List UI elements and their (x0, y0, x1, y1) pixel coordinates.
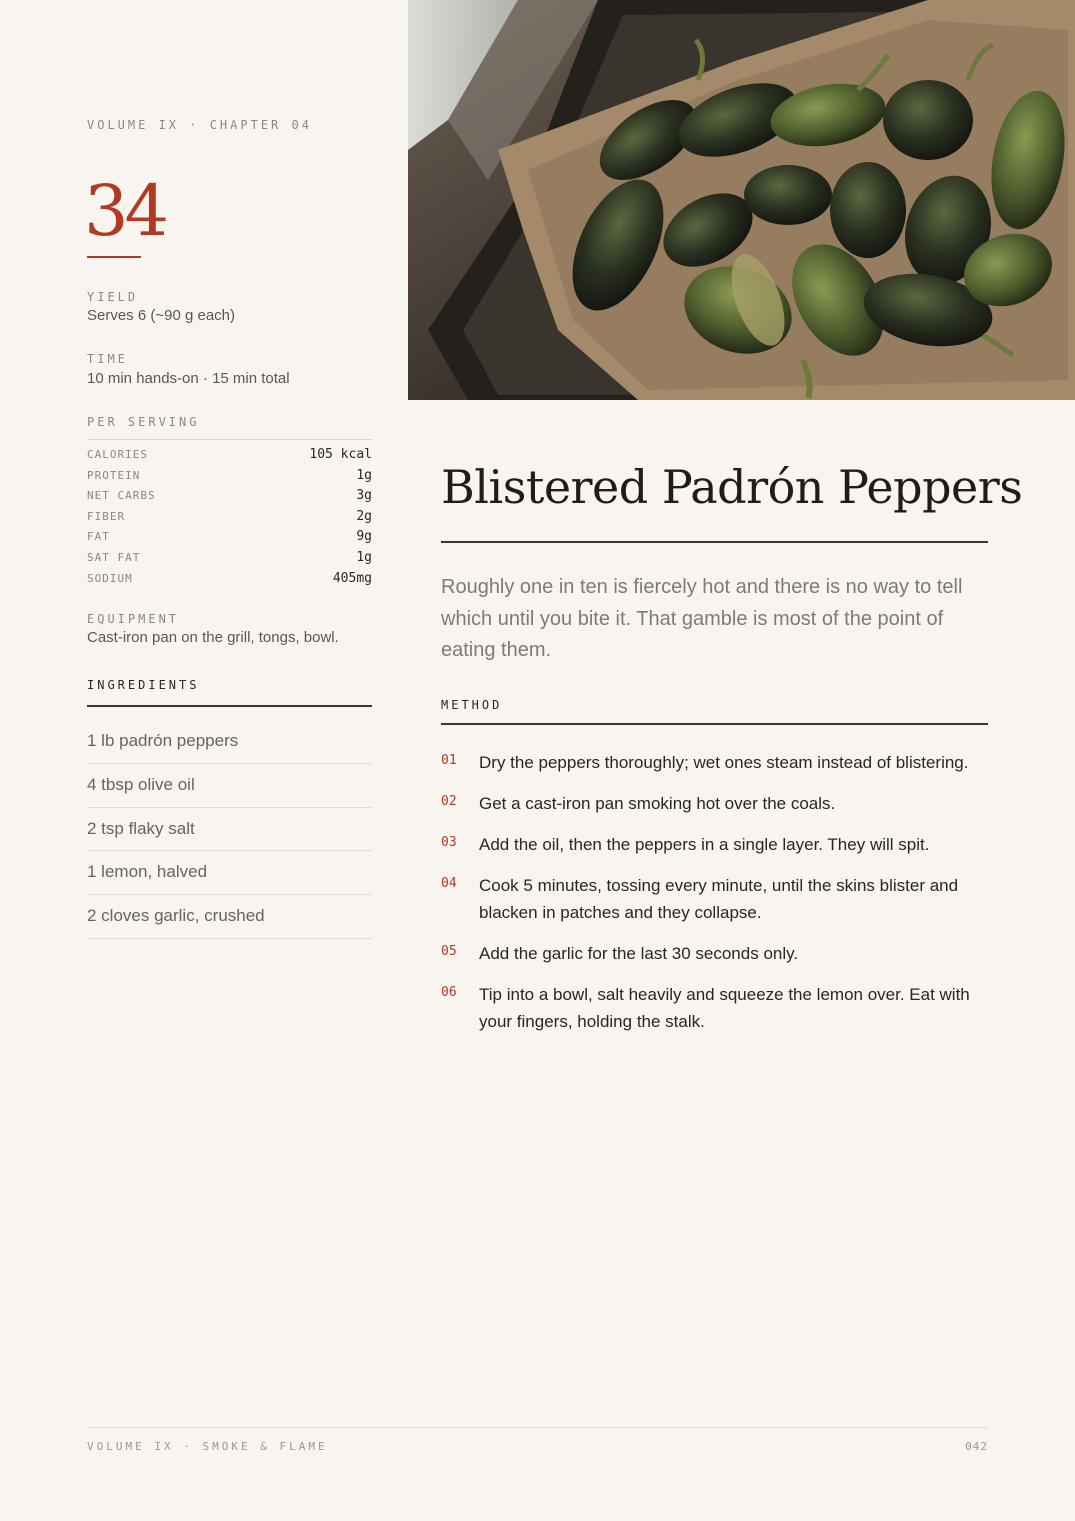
nutrition-value: 1g (356, 467, 372, 483)
per-serving-divider (87, 439, 372, 440)
nutrition-value: 9g (356, 529, 372, 545)
nutrition-row-fat (87, 529, 372, 550)
ingredients-divider (87, 705, 372, 707)
method-step (441, 790, 988, 817)
page-number: 042 (965, 1440, 988, 1453)
step-number: 03 (441, 835, 457, 850)
step-text: Dry the peppers thoroughly; wet ones steam instead of blistering. (479, 753, 969, 772)
footer-volume-title: VOLUME IX · SMOKE & FLAME (87, 1440, 328, 1453)
ingredients-heading: INGREDIENTS (87, 678, 200, 692)
ingredient-item: 1 lb padrón peppers (87, 720, 372, 764)
method-step (441, 940, 988, 967)
step-number: 05 (441, 944, 457, 959)
nutrition-label: FAT (87, 530, 110, 544)
nutrition-label: SODIUM (87, 571, 133, 585)
method-step (441, 831, 988, 858)
ingredient-item: 4 tbsp olive oil (87, 764, 372, 808)
recipe-number: 34 (84, 170, 166, 252)
ingredient-item: 2 cloves garlic, crushed (87, 895, 372, 939)
equipment-label: EQUIPMENT (87, 612, 180, 626)
ingredient-item: 2 tsp flaky salt (87, 808, 372, 852)
method-step (441, 749, 988, 776)
step-text: Add the oil, then the peppers in a single layer. They will spit. (479, 835, 930, 854)
nutrition-label: CALORIES (87, 448, 148, 461)
per-serving-label: PER SERVING (87, 415, 200, 429)
nutrition-value: 1g (356, 549, 372, 565)
nutrition-row-protein (87, 468, 372, 489)
step-number: 04 (441, 876, 457, 891)
step-text: Add the garlic for the last 30 seconds only. (479, 944, 799, 963)
nutrition-label: FIBER (87, 509, 126, 523)
nutrition-value: 3g (356, 488, 372, 504)
method-step (441, 872, 988, 926)
nutrition-label: NET CARBS (87, 489, 156, 503)
step-text: Cook 5 minutes, tossing every minute, until the skins blister and blacken in patches and they collapse. (479, 876, 959, 922)
nutrition-row-net-carbs (87, 488, 372, 509)
nutrition-value: 2g (356, 508, 372, 524)
ingredients-list (87, 720, 372, 939)
nutrition-value: 105 kcal (309, 447, 372, 462)
equipment-value: Cast-iron pan on the grill, tongs, bowl. (87, 629, 339, 646)
title-divider (441, 541, 988, 543)
method-heading: METHOD (441, 698, 503, 712)
nutrition-row-sodium (87, 571, 372, 592)
step-number: 02 (441, 794, 457, 809)
number-underline (87, 256, 141, 258)
nutrition-row-calories (87, 447, 372, 468)
hero-photo-peppers (408, 0, 1075, 400)
nutrition-label: PROTEIN (87, 468, 141, 482)
time-value: 10 min hands-on · 15 min total (87, 370, 290, 387)
method-divider (441, 723, 988, 725)
recipe-title: Blistered Padrón Peppers (441, 460, 1023, 514)
yield-value: Serves 6 (~90 g each) (87, 307, 236, 324)
yield-label: YIELD (87, 290, 139, 304)
footer-divider (87, 1427, 988, 1428)
time-label: TIME (87, 352, 128, 366)
step-number: 01 (441, 753, 457, 768)
nutrition-value: 405mg (332, 570, 372, 586)
chapter-kicker: VOLUME IX · CHAPTER 04 (87, 118, 312, 132)
ingredient-item: 1 lemon, halved (87, 851, 372, 895)
nutrition-table (87, 447, 372, 591)
method-step (441, 981, 988, 1035)
step-text: Get a cast-iron pan smoking hot over the coals. (479, 794, 836, 813)
nutrition-row-fiber (87, 509, 372, 530)
step-text: Tip into a bowl, salt heavily and squeeze the lemon over. Eat with your fingers, holding the stalk. (479, 985, 970, 1031)
nutrition-row-sat-fat (87, 550, 372, 571)
method-steps (441, 749, 988, 1049)
nutrition-label: SAT FAT (87, 550, 141, 564)
recipe-intro: Roughly one in ten is fiercely hot and there is no way to tell which until you bite it. That gamble is most of the point of eating them. (441, 576, 963, 661)
step-number: 06 (441, 985, 457, 1000)
